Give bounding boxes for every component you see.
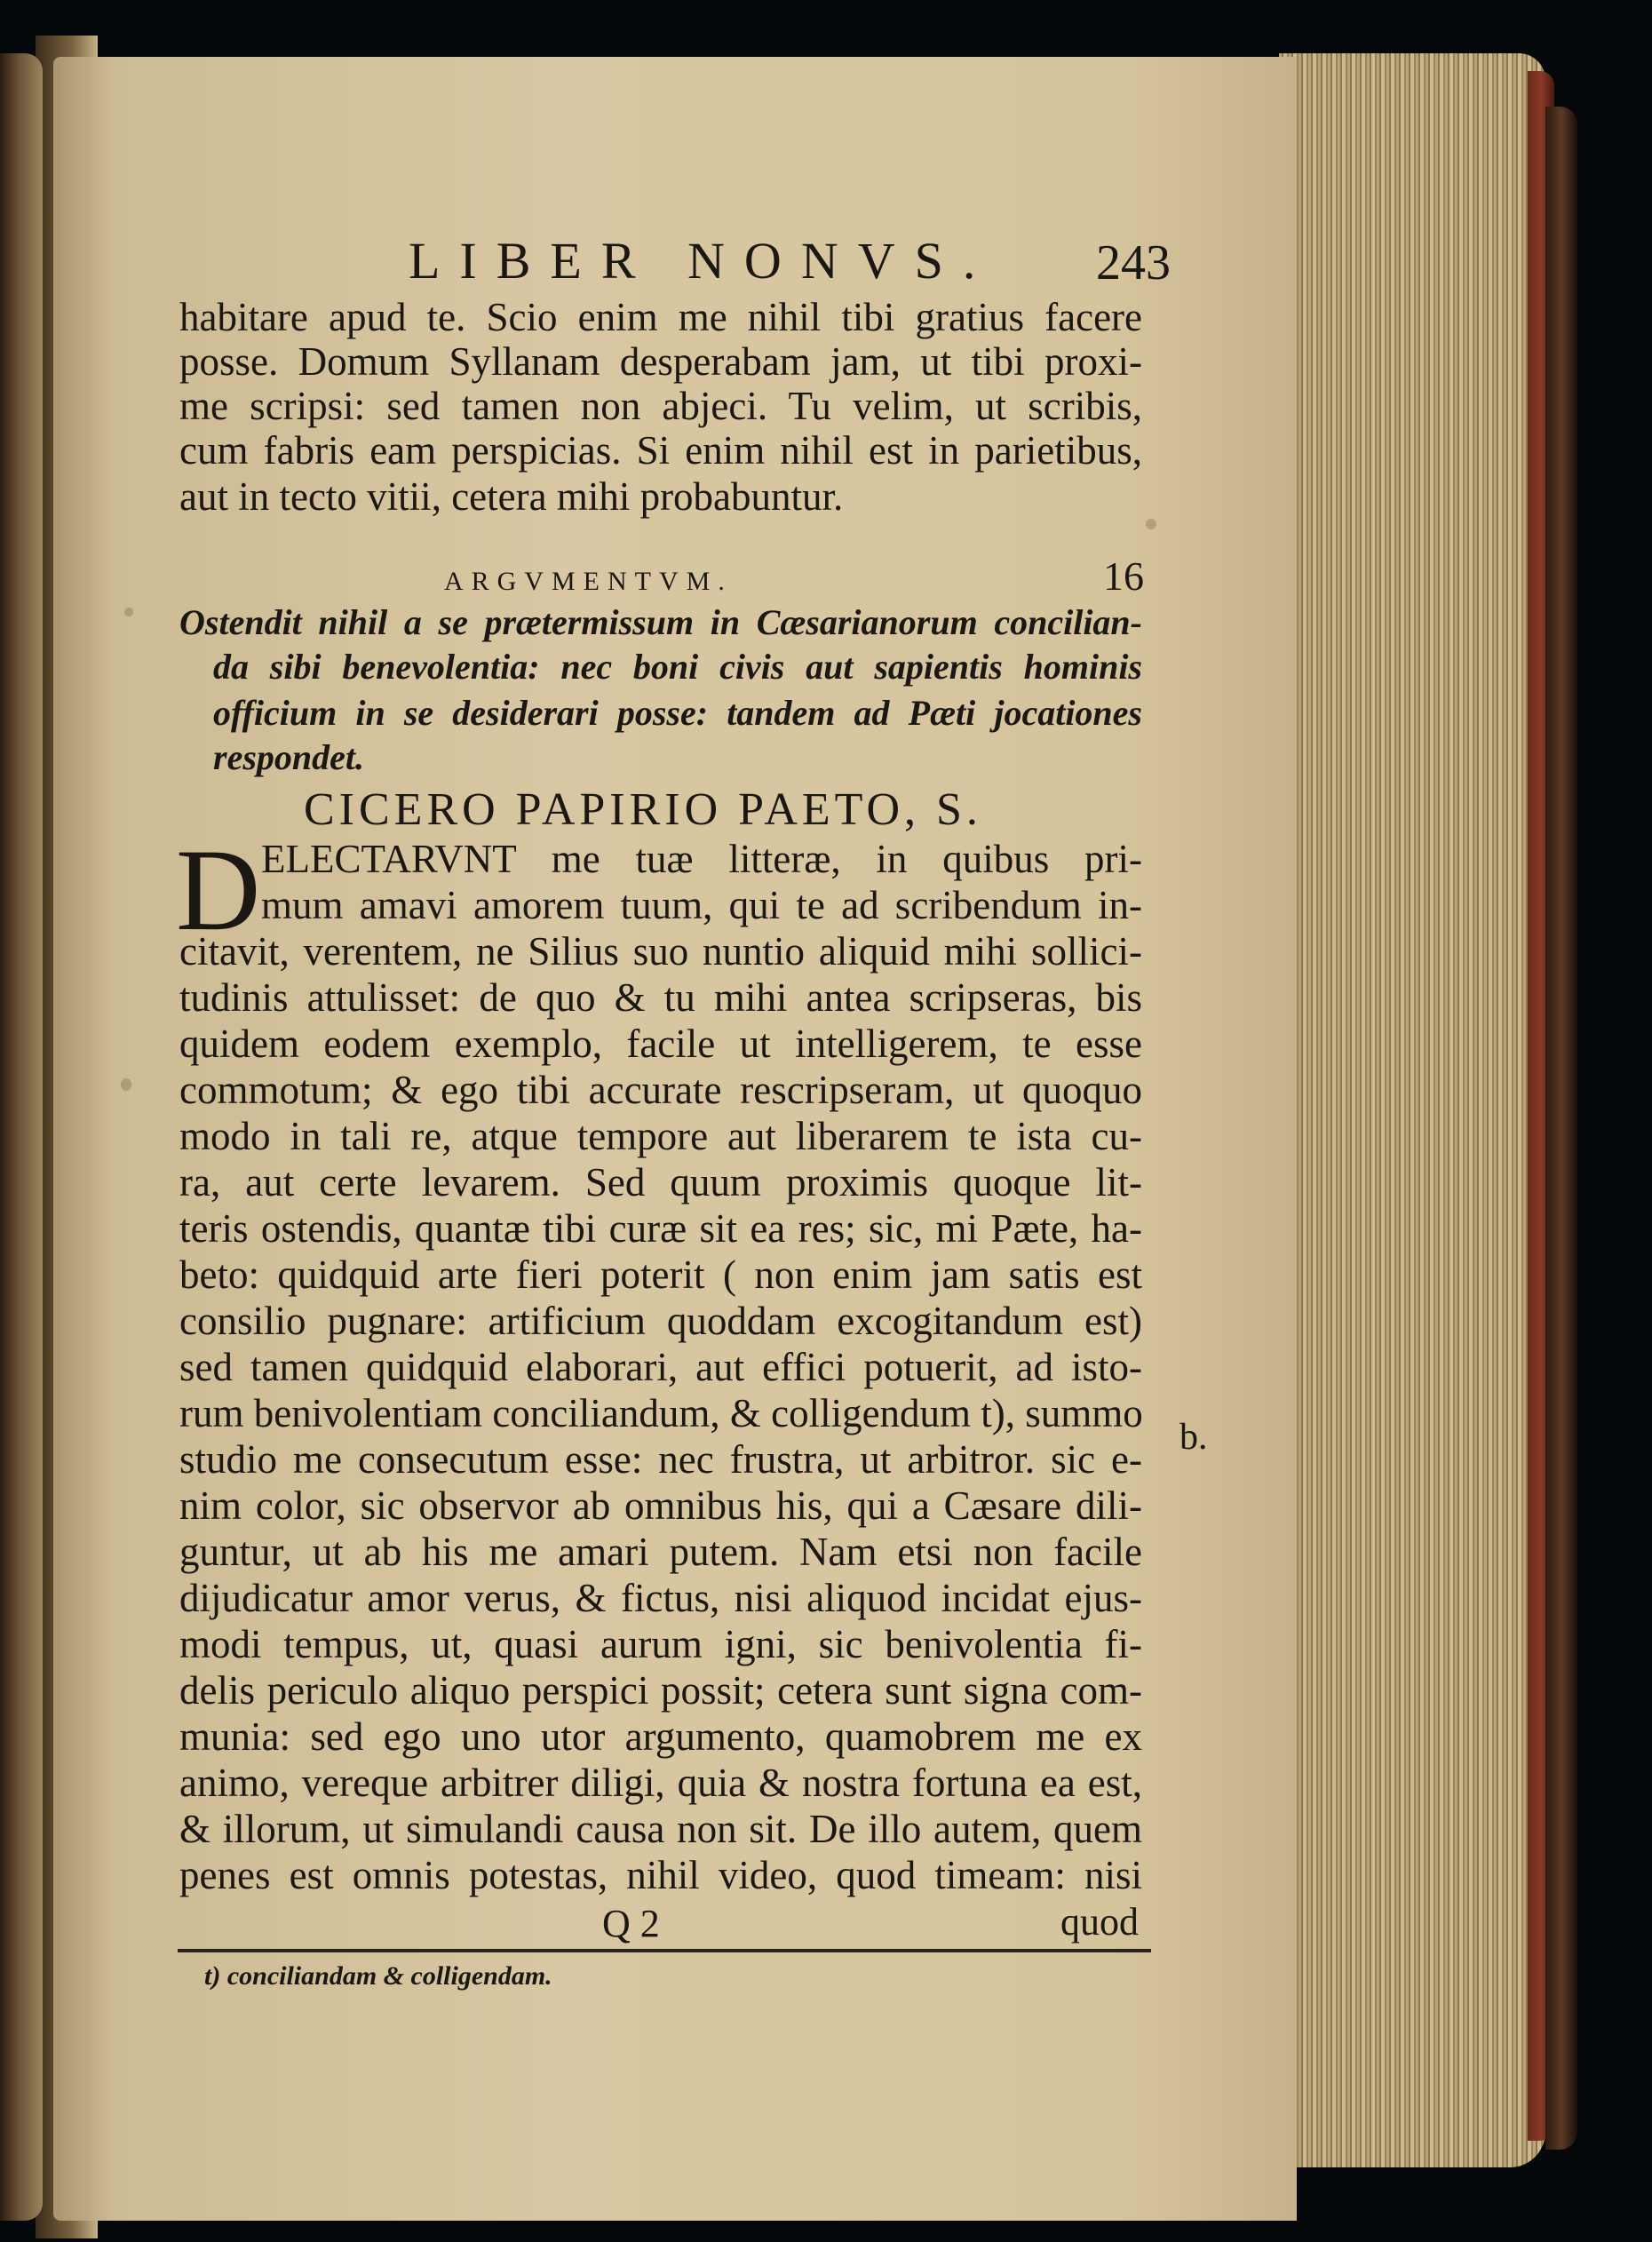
- foxing-spot: [121, 1078, 131, 1091]
- text-line: aut in tecto vitii, cetera mihi probabuntur.: [179, 474, 844, 519]
- catchword: quod: [1060, 1900, 1139, 1944]
- text-line: studio me consecutum esse: nec frustra, ut arbitror. sic e-: [179, 1437, 1142, 1482]
- text-line: mum amavi amorem tuum, qui te ad scribendum in-: [261, 883, 1142, 927]
- facing-page-edge: [0, 53, 43, 2221]
- text-line: guntur, ut ab his me amari putem. Nam etsi non facile: [179, 1530, 1142, 1574]
- text-line: teris ostendis, quantæ tibi curæ sit ea res; sic, mi Pæte, ha-: [179, 1206, 1142, 1251]
- text-line: modo in tali re, atque tempore aut liberarem te ista cu-: [179, 1114, 1142, 1158]
- text-line: modi tempus, ut, quasi aurum igni, sic benivolentia fi-: [179, 1622, 1142, 1666]
- text-line: cum fabris eam perspicias. Si enim nihil est in parietibus,: [179, 428, 1142, 473]
- foxing-spot: [124, 608, 133, 616]
- text-line: ELECTARVNT me tuæ litteræ, in quibus pri-: [261, 837, 1142, 881]
- argument-number: 16: [1103, 553, 1144, 599]
- argument-heading: ARGVMENTVM.: [444, 567, 733, 596]
- argument-line: officium in se desiderari posse: tandem ad Pæti jocationes: [213, 693, 1142, 733]
- page-fore-edge: [1279, 53, 1545, 2167]
- footnote: t) conciliandam & colligendam.: [204, 1961, 552, 1991]
- text-line: munia: sed ego uno utor argumento, quamobrem me ex: [179, 1714, 1142, 1759]
- text-line: commotum; & ego tibi accurate rescripseram, ut quoquo: [179, 1068, 1142, 1112]
- text-line: habitare apud te. Scio enim me nihil tibi gratius facere: [179, 295, 1142, 339]
- argument-line: Ostendit nihil a se prætermissum in Cæsarianorum concilian-: [179, 602, 1142, 642]
- book-cover-edge: [1545, 107, 1577, 2150]
- text-line: sed tamen quidquid elaborari, aut effici potuerit, ad isto-: [179, 1345, 1142, 1389]
- text-line: delis periculo aliquo perspici possit; cetera sunt signa com-: [179, 1668, 1142, 1713]
- text-line: consilio pugnare: artificium quoddam excogitandum est): [179, 1299, 1142, 1343]
- text-line: rum benivolentiam conciliandum, & colligendum t), summo: [179, 1391, 1143, 1435]
- text-line: tudinis attulisset: de quo & tu mihi antea scripseras, bis: [179, 975, 1142, 1020]
- argument-line: respondet.: [213, 737, 364, 777]
- drop-cap: D: [176, 824, 261, 955]
- text-line: penes est omnis potestas, nihil video, quod timeam: nisi: [179, 1853, 1142, 1897]
- book-page: [53, 57, 1297, 2221]
- argument-line: da sibi benevolentia: nec boni civis aut sapientis hominis: [213, 647, 1142, 687]
- text-line: dijudicatur amor verus, & fictus, nisi aliquod incidat ejus-: [179, 1576, 1142, 1620]
- footnote-rule: [178, 1949, 1151, 1952]
- letter-title: CICERO PAPIRIO PAETO, S.: [304, 784, 982, 835]
- foxing-spot: [1146, 519, 1156, 529]
- text-line: quidem eodem exemplo, facile ut intelligerem, te esse: [179, 1022, 1142, 1066]
- text-line: nim color, sic observor ab omnibus his, qui a Cæsare dili-: [179, 1483, 1142, 1528]
- page-number: 243: [1096, 235, 1171, 290]
- signature-mark: Q 2: [602, 1902, 660, 1945]
- margin-note: b.: [1179, 1417, 1208, 1458]
- text-line: citavit, verentem, ne Silius suo nuntio aliquid mihi sollici-: [179, 929, 1142, 974]
- text-line: animo, vereque arbitrer diligi, quia & nostra fortuna ea est,: [179, 1761, 1142, 1805]
- text-line: me scripsi: sed tamen non abjeci. Tu velim, ut scribis,: [179, 384, 1142, 428]
- text-line: beto: quidquid arte fieri poterit ( non enim jam satis est: [179, 1252, 1142, 1297]
- text-line: ra, aut certe levarem. Sed quum proximis quoque lit-: [179, 1160, 1142, 1204]
- running-head: LIBER NONVS.: [409, 232, 996, 290]
- text-line: & illorum, ut simulandi causa non sit. De illo autem, quem: [179, 1807, 1142, 1851]
- text-line: posse. Domum Syllanam desperabam jam, ut tibi proxi-: [179, 339, 1142, 384]
